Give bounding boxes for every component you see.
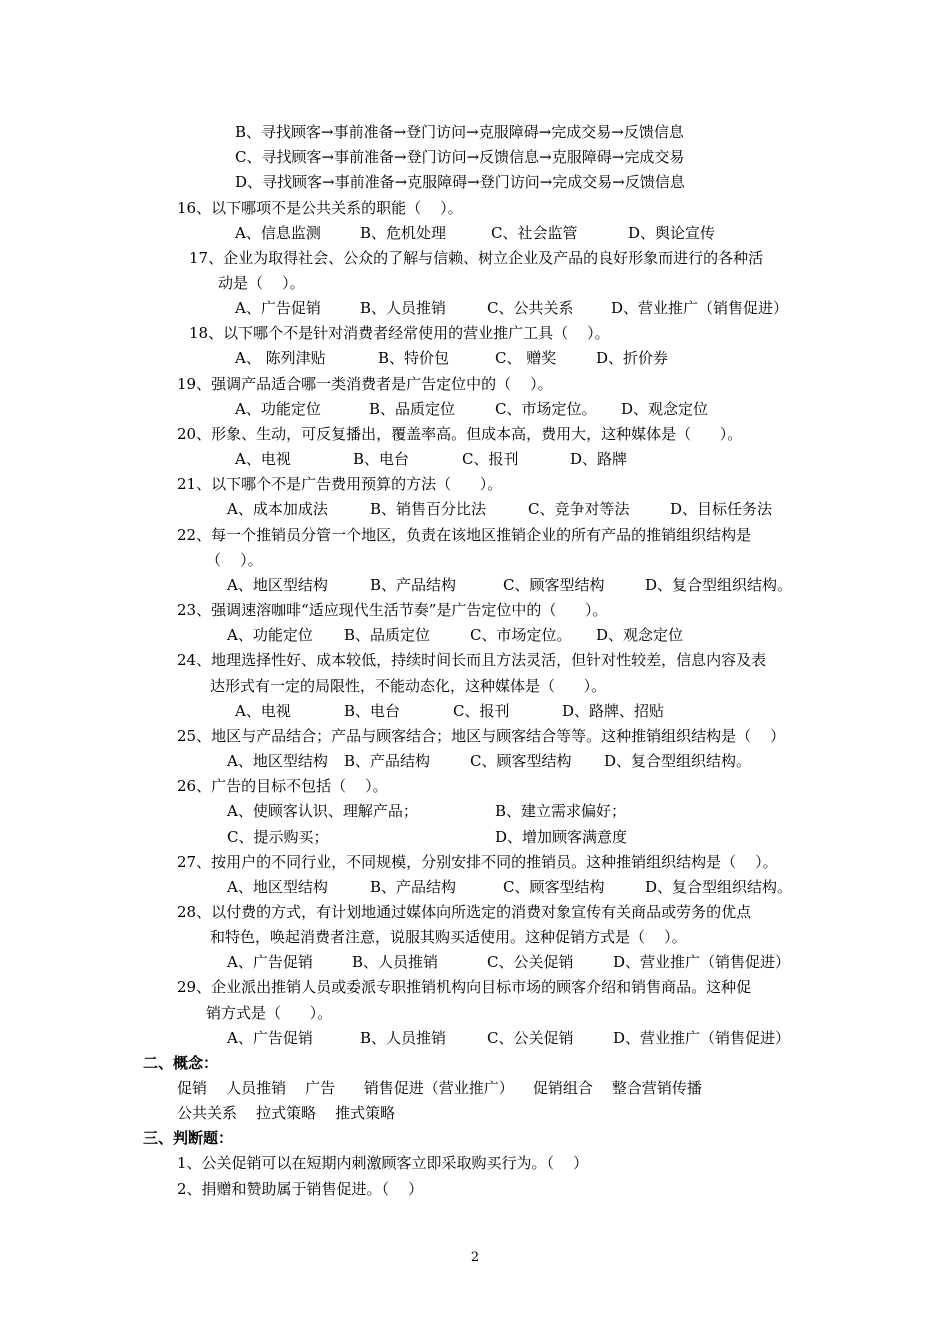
q29-option-d: D、营业推广（销售促进） bbox=[613, 1029, 791, 1047]
section2-title: 二、概念： bbox=[143, 1054, 219, 1072]
q19-option-a: A、功能定位 bbox=[235, 400, 321, 418]
section2-concepts-line2: 公共关系 拉式策略 推式策略 bbox=[177, 1104, 396, 1122]
q26-option-a: A、使顾客认识、理解产品； bbox=[227, 802, 418, 820]
q29-stem-line1: 29、企业派出推销人员或委派专职推销机构向目标市场的顾客介绍和销售商品。这种促 bbox=[177, 978, 752, 996]
q28-option-c: C、公关促销 bbox=[487, 953, 574, 971]
page-number: 2 bbox=[470, 1250, 480, 1265]
q17-option-b: B、人员推销 bbox=[360, 299, 447, 317]
q21-option-d: D、目标任务法 bbox=[670, 500, 773, 518]
q28-stem-line2: 和特色，唤起消费者注意，说服其购买适使用。这种促销方式是（ ）。 bbox=[210, 928, 687, 946]
q18-stem: 18、以下哪个不是针对消费者经常使用的营业推广工具（ ）。 bbox=[189, 324, 610, 342]
q18-option-c: C、 赠奖 bbox=[495, 349, 557, 367]
q28-option-a: A、广告促销 bbox=[227, 953, 313, 971]
q16-option-c: C、社会监管 bbox=[491, 224, 578, 242]
q22-option-d: D、复合型组织结构。 bbox=[645, 576, 793, 594]
q25-option-b: B、产品结构 bbox=[344, 752, 431, 770]
q16-option-b: B、危机处理 bbox=[360, 224, 447, 242]
q18-option-d: D、折价券 bbox=[596, 349, 669, 367]
q23-option-b: B、品质定位 bbox=[344, 626, 431, 644]
q23-option-d: D、观念定位 bbox=[596, 626, 684, 644]
q18-option-a: A、 陈列津贴 bbox=[235, 349, 326, 367]
q20-stem: 20、形象、生动，可反复播出，覆盖率高。但成本高，费用大，这种媒体是（ ）。 bbox=[177, 425, 743, 443]
q21-option-b: B、销售百分比法 bbox=[370, 500, 487, 518]
q23-option-a: A、功能定位 bbox=[227, 626, 313, 644]
q28-option-d: D、营业推广（销售促进） bbox=[613, 953, 791, 971]
q22-stem-line2: （ ）。 bbox=[206, 551, 263, 569]
q20-option-b: B、电台 bbox=[353, 450, 410, 468]
q26-option-d: D、增加顾客满意度 bbox=[495, 828, 628, 846]
q25-option-d: D、复合型组织结构。 bbox=[604, 752, 752, 770]
q15-option-b: B、寻找顾客→事前准备→登门访问→克服障碍→完成交易→反馈信息 bbox=[235, 123, 684, 141]
q19-option-c: C、市场定位。 bbox=[495, 400, 597, 418]
q24-option-d: D、路牌、招贴 bbox=[562, 702, 665, 720]
q25-stem: 25、地区与产品结合；产品与顾客结合；地区与顾客结合等等。这种推销组织结构是（ ） bbox=[177, 727, 786, 745]
q17-stem-line1: 17、企业为取得社会、公众的了解与信赖、树立企业及产品的良好形象而进行的各种活 bbox=[189, 249, 764, 267]
q24-option-b: B、电台 bbox=[344, 702, 401, 720]
q19-option-b: B、品质定位 bbox=[369, 400, 456, 418]
q17-option-d: D、营业推广（销售促进） bbox=[611, 299, 789, 317]
q26-option-b: B、建立需求偏好； bbox=[495, 802, 627, 820]
q26-option-c: C、提示购买； bbox=[227, 828, 329, 846]
q27-option-d: D、复合型组织结构。 bbox=[645, 878, 793, 896]
q29-option-c: C、公关促销 bbox=[487, 1029, 574, 1047]
q24-option-c: C、报刊 bbox=[453, 702, 510, 720]
q24-stem-line1: 24、地理选择性好、成本较低，持续时间长而且方法灵活，但针对性较差，信息内容及表 bbox=[177, 651, 767, 669]
q23-option-c: C、市场定位。 bbox=[470, 626, 572, 644]
section3-title: 三、判断题： bbox=[143, 1129, 234, 1147]
q19-stem: 19、强调产品适合哪一类消费者是广告定位中的（ ）。 bbox=[177, 375, 553, 393]
q28-option-b: B、人员推销 bbox=[352, 953, 439, 971]
q15-option-d: D、寻找顾客→事前准备→克服障碍→登门访问→完成交易→反馈信息 bbox=[235, 173, 685, 191]
q17-option-c: C、公共关系 bbox=[487, 299, 574, 317]
q29-option-b: B、人员推销 bbox=[360, 1029, 447, 1047]
q20-option-d: D、路牌 bbox=[570, 450, 628, 468]
q16-stem: 16、以下哪项不是公共关系的职能（ ）。 bbox=[177, 199, 463, 217]
q19-option-d: D、观念定位 bbox=[621, 400, 709, 418]
q22-stem-line1: 22、每一个推销员分管一个地区，负责在该地区推销企业的所有产品的推销组织结构是 bbox=[177, 526, 752, 544]
q22-option-b: B、产品结构 bbox=[370, 576, 457, 594]
q18-option-b: B、特价包 bbox=[378, 349, 450, 367]
q24-option-a: A、电视 bbox=[235, 702, 291, 720]
q17-option-a: A、广告促销 bbox=[235, 299, 321, 317]
section3-item-2: 2、捐赠和赞助属于销售促进。（ ） bbox=[177, 1180, 424, 1198]
q25-option-c: C、顾客型结构 bbox=[470, 752, 572, 770]
q27-option-c: C、顾客型结构 bbox=[503, 878, 605, 896]
q22-option-c: C、顾客型结构 bbox=[503, 576, 605, 594]
q29-option-a: A、广告促销 bbox=[227, 1029, 313, 1047]
q20-option-a: A、电视 bbox=[235, 450, 291, 468]
q27-option-a: A、地区型结构 bbox=[227, 878, 328, 896]
q24-stem-line2: 达形式有一定的局限性，不能动态化，这种媒体是（ ）。 bbox=[210, 677, 607, 695]
section3-item-1: 1、公关促销可以在短期内刺激顾客立即采取购买行为。（ ） bbox=[177, 1154, 589, 1172]
q27-stem: 27、按用户的不同行业，不同规模，分别安排不同的推销员。这种推销组织结构是（ ）。 bbox=[177, 853, 778, 871]
q15-option-c: C、寻找顾客→事前准备→登门访问→反馈信息→克服障碍→完成交易 bbox=[235, 148, 685, 166]
q16-option-d: D、舆论宣传 bbox=[628, 224, 716, 242]
q21-option-c: C、竞争对等法 bbox=[528, 500, 630, 518]
q20-option-c: C、报刊 bbox=[462, 450, 519, 468]
q16-option-a: A、信息监测 bbox=[235, 224, 321, 242]
q23-stem: 23、强调速溶咖啡“适应现代生活节奏”是广告定位中的（ ）。 bbox=[177, 601, 608, 619]
q21-stem: 21、以下哪个不是广告费用预算的方法（ ）。 bbox=[177, 475, 503, 493]
q27-option-b: B、产品结构 bbox=[370, 878, 457, 896]
q26-stem: 26、广告的目标不包括（ ）。 bbox=[177, 777, 388, 795]
q25-option-a: A、地区型结构 bbox=[227, 752, 328, 770]
q17-stem-line2: 动是（ ）。 bbox=[218, 274, 305, 292]
q21-option-a: A、成本加成法 bbox=[227, 500, 328, 518]
q22-option-a: A、地区型结构 bbox=[227, 576, 328, 594]
q28-stem-line1: 28、以付费的方式，有计划地通过媒体向所选定的消费对象宣传有关商品或劳务的优点 bbox=[177, 903, 752, 921]
section2-concepts-line1: 促销 人员推销 广告 销售促进（营业推广） 促销组合 整合营销传播 bbox=[177, 1079, 702, 1097]
q29-stem-line2: 销方式是（ ）。 bbox=[206, 1004, 333, 1022]
